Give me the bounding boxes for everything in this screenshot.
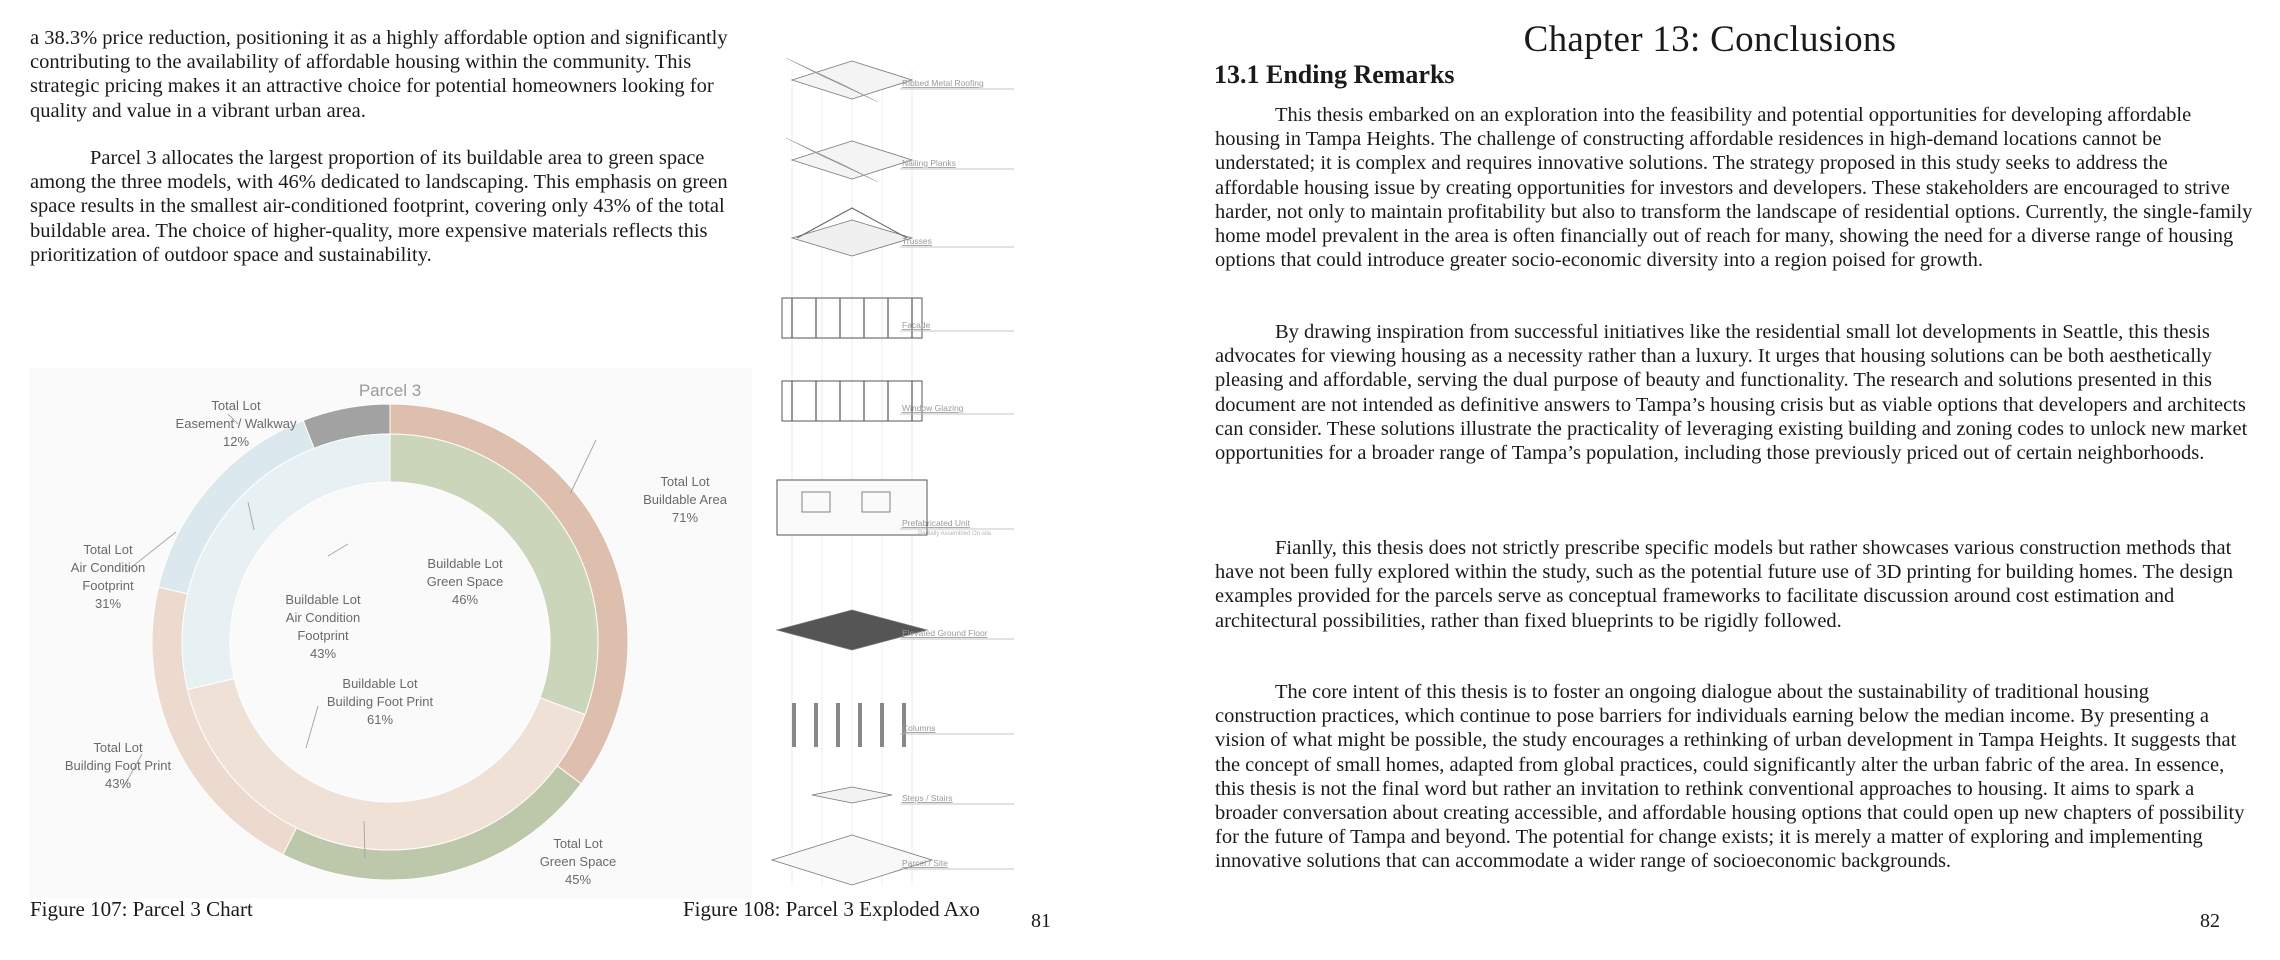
left-paragraph-1: a 38.3% price reduction, positioning it as a highly affordable option and significantly contributing to the availability of affordable housing within the community. This strategic pricing makes it an attractive choice for potential homeowners looking for quality and value in a vibrant urban area.: [30, 27, 728, 122]
outer-ring-label-2: Total Lot Green Space 45%: [539, 836, 617, 887]
inner-ring-label-3: Buildable Lot Air Condition Footprint 43%: [285, 592, 361, 661]
left-page-number: 81: [1031, 910, 1051, 932]
axo-layer-3-drawing: [792, 220, 912, 256]
right-paragraph-3: Fianlly, this thesis does not strictly prescribe specific models but rather showcases various construction methods that have not been fully explored within the study, such as the potential future use of 3D printing for building homes. The design examples provided for the parcels serve as conceptual frameworks to facilitate discussion around cost estimation and architectural possibilities, rather than fixed blueprints to be rigidly followed.: [1215, 537, 2233, 632]
axo-layer-8-column-5: [880, 703, 884, 747]
figure-108-caption: Figure 108: Parcel 3 Exploded Axo: [683, 897, 980, 921]
right-paragraph-1: This thesis embarked on an exploration into the feasibility and potential opportunities for developing affordable housing in Tampa Heights. The challenge of constructing affordable residences in high-demand locations cannot be understated; it is complex and requires innovative solutions. The strategy proposed in this study seeks to address the affordable housing issue by creating opportunities for investors and developers. These stakeholders are encouraged to strive harder, not only to maintain profitability but also to transform the landscape of residential options. Currently, the single-family home model prevalent in the area is often financially out of reach for many, showing the need for a diverse range of housing options that could introduce greater socio-economic diversity into a region poised for growth.: [1215, 104, 2253, 272]
axo-layer-7-label: Elevated Ground Floor: [902, 628, 988, 638]
axo-layer-6-label: Prefabricated Unit: [902, 518, 971, 528]
figure-107-caption: Figure 107: Parcel 3 Chart: [30, 897, 253, 921]
outer-ring-label-3: Total Lot Building Foot Print 43%: [64, 740, 172, 791]
axo-layer-8-column-1: [792, 703, 796, 747]
axo-layer-4-label: Facade: [902, 320, 931, 330]
chart-title: Parcel 3: [358, 381, 422, 400]
outer-ring-label-1: Total Lot Buildable Area 71%: [643, 474, 727, 525]
right-paragraph-2: By drawing inspiration from successful initiatives like the residential small lot developments in Seattle, this thesis advocates for viewing housing as a necessity rather than a luxury. It urges that housing solutions can be both aesthetically pleasing and affordable, serving the dual purpose of beauty and functionality. The research and solutions presented in this document are not intended as definitive answers to Tampa’s housing crisis but as viable options that developers and architects can consider. These solutions illustrate the practicality of leveraging existing building and zoning codes to unlock new market opportunities for a broader range of Tampa’s population, including those previously priced out of certain neighborhoods.: [1215, 321, 2248, 465]
axo-layer-2-drawing: [792, 141, 912, 179]
axo-layer-10-label: Parcel / Site: [902, 858, 948, 868]
right-paragraph-4: The core intent of this thesis is to foster an ongoing dialogue about the sustainability of traditional housing construction practices, which continue to pose barriers for individuals earning below the median income. By presenting a vision of what might be possible, the study encourages a rethinking of urban development in Tampa Heights. It suggests that the concept of small homes, adapted from global practices, could significantly alter the urban fabric of the area. In essence, this thesis is not the final word but rather an invitation to rethink conventional approaches to housing. It aims to spark a broader conversation about creating accessible, and affordable housing options that could open up new chapters of possibility for the future of Tampa and beyond. The potential for change exists; it is merely a matter of exploring and implementing innovative solutions that can accommodate a wider range of socioeconomic backgrounds.: [1215, 681, 2245, 873]
inner-ring-label-1: Buildable Lot Green Space 46%: [426, 556, 504, 607]
axo-layer-8-column-3: [836, 703, 840, 747]
section-title: 13.1 Ending Remarks: [1214, 60, 1455, 89]
axo-layer-8-column-4: [858, 703, 862, 747]
axo-layer-8-label: Columns: [902, 723, 936, 733]
outer-ring-label-4: Total Lot Air Condition Footprint 31%: [70, 542, 146, 611]
right-page-number: 82: [2200, 910, 2220, 932]
axo-layer-3-label: Trusses: [902, 236, 932, 246]
axo-layer-2-label: Nailing Planks: [902, 158, 956, 168]
axo-layer-6-sublabel: Partially Assembled On-site: [918, 531, 992, 537]
chapter-title: Chapter 13: Conclusions: [1523, 19, 1897, 60]
axo-layer-5-label: Window Glazing: [902, 403, 964, 413]
axo-layer-1-label: Ribbed Metal Roofing: [902, 78, 984, 88]
axo-layer-1-drawing: [792, 61, 912, 99]
inner-ring-label-2: Buildable Lot Building Foot Print 61%: [326, 676, 434, 727]
parcel-3-donut-chart: [30, 368, 752, 898]
axo-layer-8-column-2: [814, 703, 818, 747]
outer-ring-label-5: Total Lot Easement / Walkway 12%: [175, 398, 297, 449]
axo-layer-9-label: Steps / Stairs: [902, 793, 953, 803]
axo-layer-9-drawing: [812, 787, 892, 803]
parcel-3-exploded-axo: [752, 50, 1097, 905]
left-paragraph-2: Parcel 3 allocates the largest proportion of its buildable area to green space among the three models, with 46% dedicated to landscaping. This emphasis on green space results in the smallest air-conditioned footprint, covering only 43% of the total buildable area. The choice of higher-quality, more expensive materials reflects this prioritization of outdoor space and sustainability.: [30, 147, 728, 266]
